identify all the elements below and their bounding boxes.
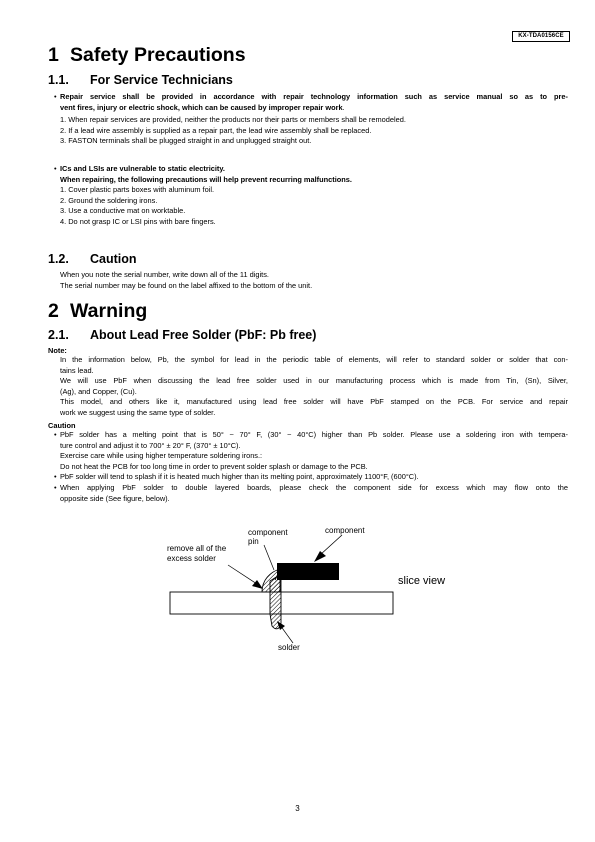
page-number: 3 <box>295 804 300 813</box>
repair-service-line-2: vent fires, injury or electric shock, which can be caused by improper repair work. <box>60 102 345 112</box>
static-electricity-line: ICs and LSIs are vulnerable to static electricity. <box>60 164 225 173</box>
caution-line: When you note the serial number, write down all of the 11 digits. <box>60 270 269 279</box>
caution-line: opposite side (See figure, below). <box>60 493 170 503</box>
note-line: work we suggest using the same type of solder. <box>60 407 216 417</box>
component-body <box>277 563 339 580</box>
pcb-board <box>170 592 393 614</box>
caution-line: The serial number may be found on the label affixed to the bottom of the unit. <box>60 280 313 290</box>
note-line: (Ag), and Copper, (Cu). <box>60 386 137 396</box>
component-pin <box>270 574 281 629</box>
remove-excess-label: remove all of the <box>167 544 227 553</box>
section-1-1-title: For Service Technicians <box>90 73 233 87</box>
list-item: 2. Ground the soldering irons. <box>60 195 158 205</box>
bullet-dot: • <box>54 92 57 101</box>
note-line: In the information below, Pb, the symbol for lead in the periodic table of elements, will refer to standard solder or solder that con- <box>60 355 568 364</box>
pbf-splash-line: PbF solder will tend to splash if it is heated much higher than its melting point, approximately 1100°F, (600°C). <box>60 472 419 481</box>
remove-excess-label-2: excess solder <box>167 554 216 563</box>
section-1-2-number: 1.2. <box>48 252 69 266</box>
section-2-1-number: 2.1. <box>48 328 69 342</box>
list-item: 3. Use a conductive mat on worktable. <box>60 206 186 215</box>
section-2-1-title: About Lead Free Solder (PbF: Pb free) <box>90 328 317 342</box>
model-number-box: KX-TDA0156CE <box>512 31 570 42</box>
caution-label: Caution <box>48 421 76 430</box>
section-2-title: Warning <box>70 300 148 322</box>
list-item: 2. If a lead wire assembly is supplied as a repair part, the lead wire assembly shall be replaced. <box>60 125 372 135</box>
component-arrowhead <box>314 551 326 562</box>
repair-service-line-1: Repair service shall be provided in accordance with repair technology information such as service manual so as to pre- <box>60 92 568 101</box>
section-1-1-number: 1.1. <box>48 73 69 87</box>
solder-label: solder <box>278 643 300 652</box>
section-1-2-title: Caution <box>90 252 137 266</box>
note-line: This model, and others like it, manufactured using lead free solder will have PbF stamped on the PCB. For service and repair <box>60 397 568 406</box>
section-1-title: Safety Precautions <box>70 44 246 66</box>
caution-line: ture control and adjust it to 700° ± 20° F, (370° ± 10°C). <box>60 440 241 450</box>
caution-line: Do not heat the PCB for too long time in order to prevent solder splash or damage to the PCB. <box>60 461 368 471</box>
list-item: 4. Do not grasp IC or LSI pins with bare fingers. <box>60 216 216 226</box>
note-line: We will use PbF when discussing the lead free solder used in our manufacturing process which is made from Tin, (Sn), Silver, <box>60 376 568 385</box>
note-line: tains lead. <box>60 365 94 375</box>
caution-line: When applying PbF solder to double layered boards, please check the component side for excess which may flow onto the <box>60 483 568 492</box>
static-precaution-line: When repairing, the following precautions will help prevent recurring malfunctions. <box>60 174 352 184</box>
bullet-dot: • <box>54 472 57 481</box>
component-label: component <box>325 526 365 535</box>
section-1-number: 1 <box>48 44 59 66</box>
section-2-number: 2 <box>48 300 59 322</box>
slice-view-label: slice view <box>398 575 446 587</box>
bullet-dot: • <box>54 483 57 492</box>
note-label: Note: <box>48 346 67 355</box>
component-leader-line <box>320 535 342 555</box>
component-pin-label: component <box>248 528 288 537</box>
excess-arrowhead <box>252 580 263 589</box>
list-item: 3. FASTON terminals shall be plugged straight in and unplugged straight out. <box>60 136 312 145</box>
list-item: 1. Cover plastic parts boxes with aluminum foil. <box>60 185 215 194</box>
bullet-dot: • <box>54 164 57 173</box>
caution-line: Exercise care while using higher temperature soldering irons.: <box>60 451 263 460</box>
bullet-dot: • <box>54 430 57 439</box>
caution-line: PbF solder has a melting point that is 50° ~ 70° F, (30° ~ 40°C) higher than Pb solder. Please use a soldering iron with tempera- <box>60 430 568 439</box>
pin-leader-line <box>264 545 274 570</box>
list-item: 1. When repair services are provided, neither the products nor their parts or members shall be remodeled. <box>60 115 406 124</box>
component-pin-label-2: pin <box>248 537 259 546</box>
